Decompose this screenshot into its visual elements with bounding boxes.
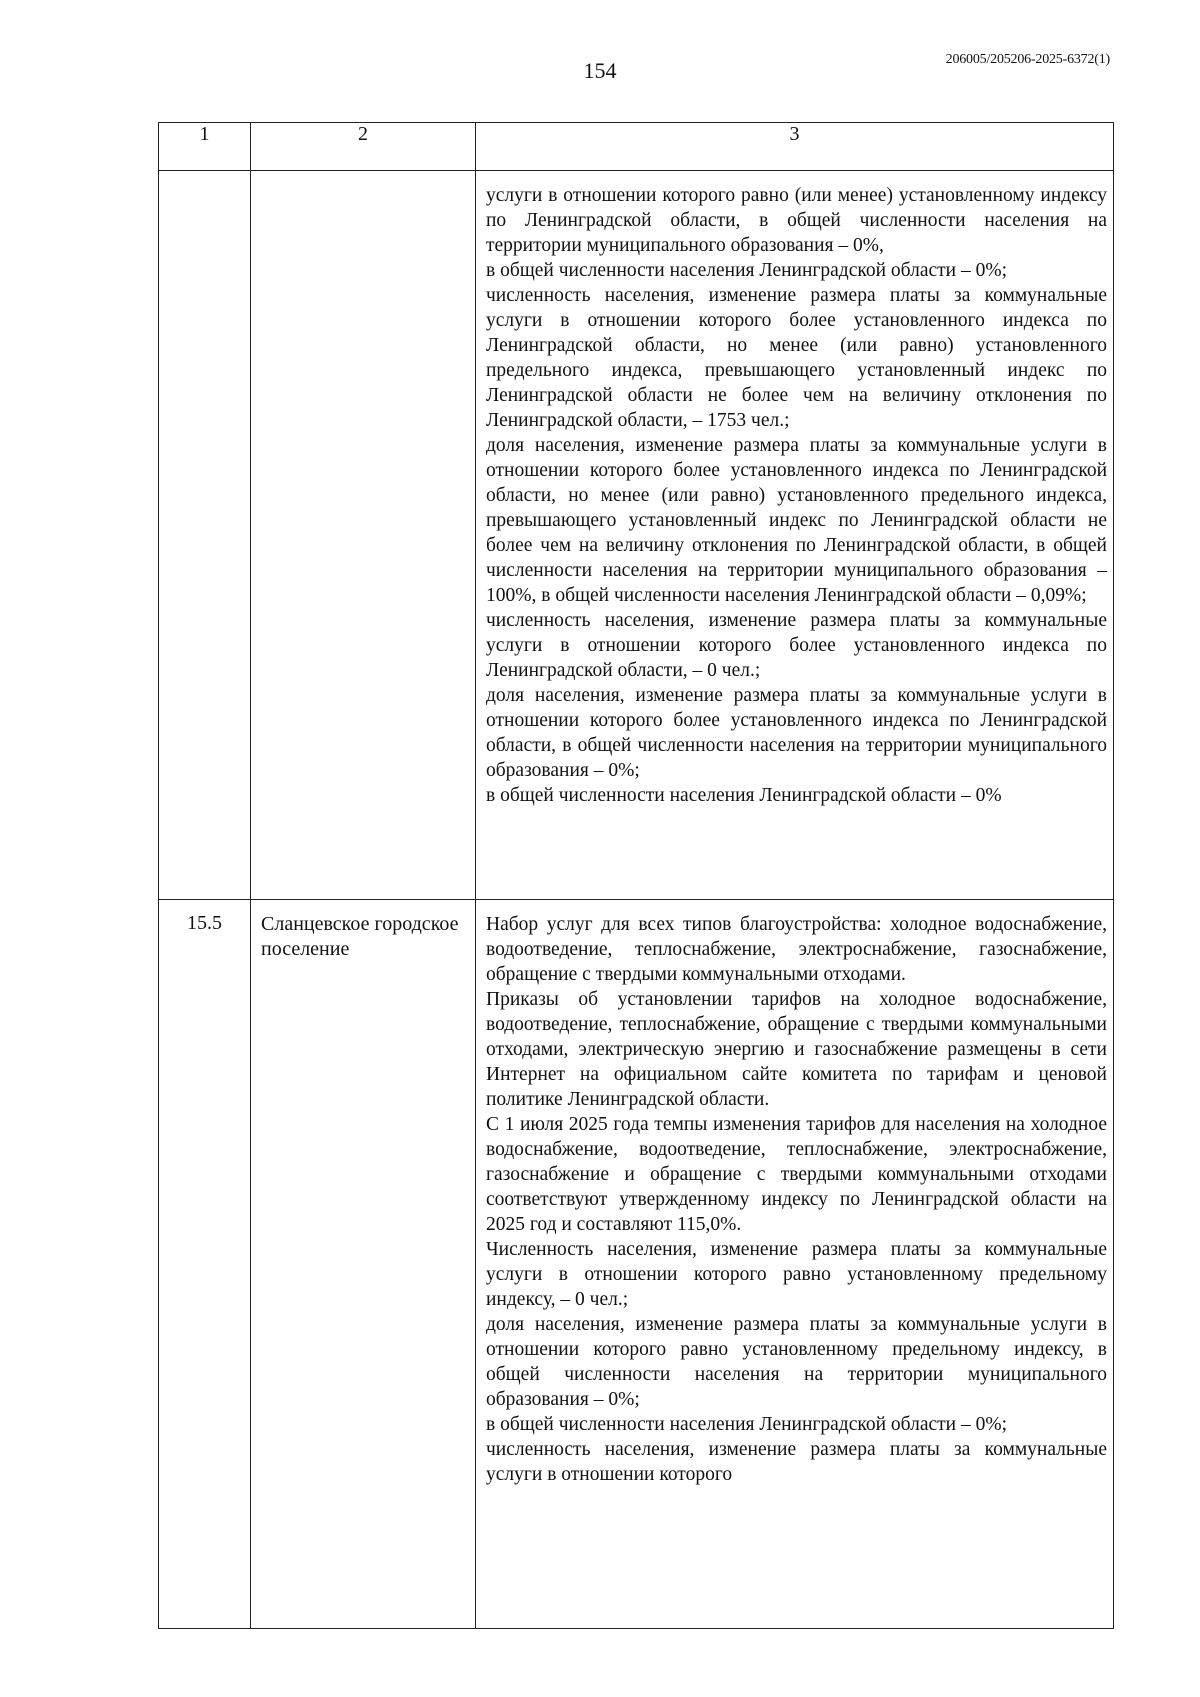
paragraph: услуги в отношении которого равно (или менее) установленному индексу по Ленинградской области, в общей численности населения на территории муниципального образования – 0%, (486, 185, 1107, 256)
paragraph: доля населения, изменение размера платы за коммунальные услуги в отношении которого более установленного индекса по Ленинградской области, в общей численности населения на территории муниципального образования – 0%; (486, 685, 1107, 781)
row-number-cell: 15.5 (159, 900, 251, 1629)
paragraph: С 1 июля 2025 года темпы изменения тарифов для населения на холодное водоснабжение, водоотведение, теплоснабжение, электроснабжение, газоснабжение и обращение с твердыми коммунальными отходами соответствуют утвержденному индексу по Ленинградской области на 2025 год и составляют 115,0%. (486, 1114, 1107, 1235)
table-header-row (159, 123, 1114, 171)
document-table (158, 122, 1114, 1629)
description-cell (476, 171, 1114, 900)
paragraph: Набор услуг для всех типов благоустройства: холодное водоснабжение, водоотведение, теплоснабжение, электроснабжение, газоснабжение, обращение с твердыми коммунальными отходами. (486, 914, 1107, 985)
municipality-cell (251, 171, 476, 900)
paragraph: в общей численности населения Ленинградской области – 0%; (486, 260, 1008, 281)
paragraph: в общей численности населения Ленинградской области – 0%; (486, 1414, 1008, 1435)
paragraph: доля населения, изменение размера платы за коммунальные услуги в отношении которого равно установленному предельному индексу, в общей численности населения на территории муниципального образования – 0%; (486, 1314, 1107, 1410)
table-row-continuation (159, 171, 1114, 900)
column-header-2: 2 (251, 123, 476, 171)
paragraph: Численность населения, изменение размера платы за коммунальные услуги в отношении которого равно установленному предельному индексу, – 0 чел.; (486, 1239, 1107, 1310)
municipality-cell: Сланцевское городское поселение (251, 900, 476, 1629)
description-cell (476, 900, 1114, 1629)
table-row-15-5 (159, 900, 1114, 1629)
paragraph: Приказы об установлении тарифов на холодное водоснабжение, водоотведение, теплоснабжение, обращение с твердыми коммунальными отходами, электрическую энергию и газоснабжение размещены в сети Интернет на официальном сайте комитета по тарифам и ценовой политике Ленинградской области. (486, 989, 1107, 1110)
column-header-1: 1 (159, 123, 251, 171)
paragraph: численность населения, изменение размера платы за коммунальные услуги в отношении которого (486, 1439, 1107, 1485)
row-number-cell (159, 171, 251, 900)
paragraph: в общей численности населения Ленинградской области – 0% (486, 785, 1002, 806)
page-number: 154 (583, 58, 617, 83)
paragraph: численность населения, изменение размера платы за коммунальные услуги в отношении которого более установленного индекса по Ленинградской области, но менее (или равно) установленного предельного индекса, превышающего установленный индекс по Ленинградской области не более чем на величину отклонения по Ленинградской области, – 1753 чел.; (486, 285, 1107, 431)
column-header-3: 3 (476, 123, 1114, 171)
paragraph: численность населения, изменение размера платы за коммунальные услуги в отношении которого более установленного индекса по Ленинградской области, – 0 чел.; (486, 610, 1107, 681)
document-code: 206005/205206-2025-6372(1) (945, 52, 1110, 67)
paragraph: доля населения, изменение размера платы за коммунальные услуги в отношении которого более установленного индекса по Ленинградской области, но менее (или равно) установленного предельного индекса, превышающего установленный индекс по Ленинградской области не более чем на величину отклонения по Ленинградской области, в общей численности населения на территории муниципального образования – 100%, в общей численности населения Ленинградской области – 0,09%; (486, 435, 1107, 606)
